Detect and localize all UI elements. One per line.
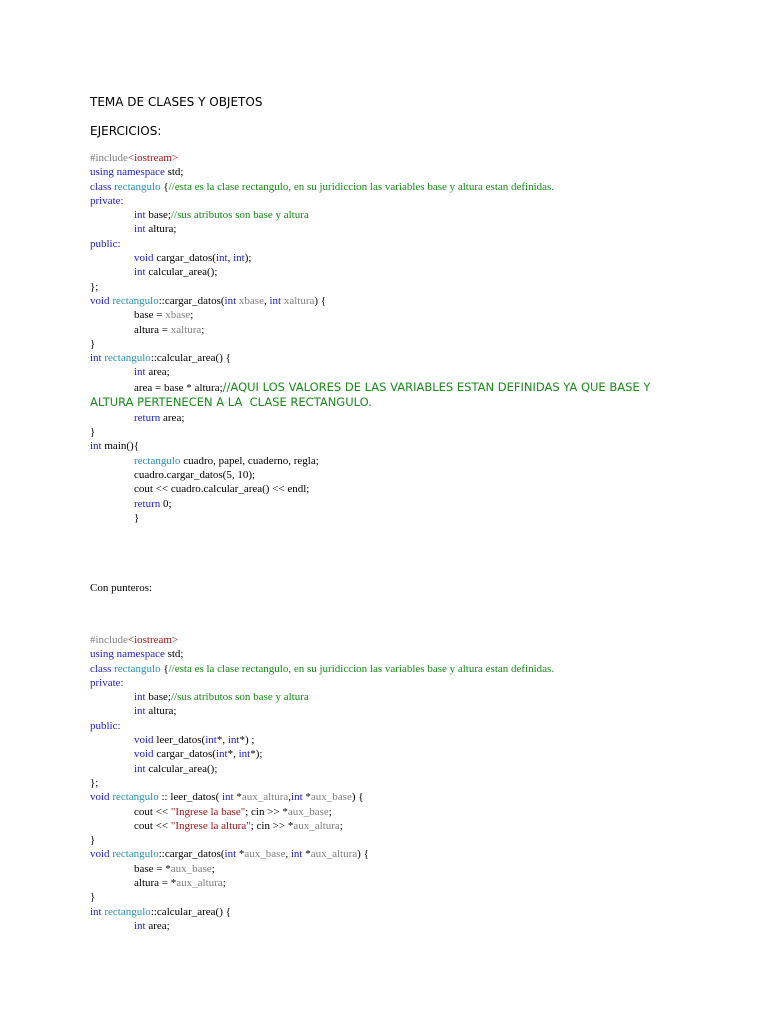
code-line: }: [90, 426, 96, 439]
code-token: altura;: [145, 223, 177, 236]
document-title: TEMA DE CLASES Y OBJETOS: [90, 95, 263, 109]
code-token: int: [90, 440, 102, 453]
code-token: void: [90, 294, 113, 307]
code-token: aux_base: [310, 791, 352, 804]
code-line: cout << cuadro.calcular_area() << endl;: [134, 483, 310, 496]
code-token: area;: [160, 411, 185, 424]
code-token: *: [302, 848, 311, 861]
code-token: class: [90, 662, 115, 675]
code-token: int: [224, 294, 237, 307]
code-token: int: [134, 705, 146, 718]
code-token: *,: [227, 748, 239, 761]
code-line: [90, 497, 690, 511]
code-token: rectangulo: [104, 352, 151, 365]
code-comment: ALTURA PERTENECEN A LA CLASE RECTANGULO.: [90, 395, 372, 410]
code-token: ::calcular_area() {: [150, 905, 231, 918]
code-token: int: [224, 848, 237, 861]
code-token: cout <<: [134, 819, 171, 832]
code-token: int: [227, 734, 240, 747]
code-line: [90, 294, 690, 308]
code-token: int: [269, 294, 282, 307]
code-token: ;: [211, 862, 215, 875]
code-token: *,: [216, 734, 228, 747]
code-line: [90, 351, 690, 365]
pointers-heading: Con punteros:: [90, 582, 153, 594]
code-token: altura =: [134, 323, 171, 336]
code-line: [90, 919, 690, 933]
code-token: ;: [190, 309, 194, 322]
code-token: void: [134, 252, 154, 265]
code-token: int: [134, 762, 146, 775]
code-token: leer_datos(: [153, 734, 206, 747]
code-token: ;: [339, 819, 343, 832]
code-line: [90, 454, 690, 468]
exercises-heading: EJERCICIOS:: [90, 124, 162, 138]
code-token: {: [160, 180, 169, 193]
code-token: int: [238, 748, 251, 761]
code-line: [90, 876, 690, 890]
code-token: 0;: [160, 497, 172, 510]
code-token: ;: [201, 323, 205, 336]
code-token: int: [215, 748, 228, 761]
code-line: [90, 633, 690, 647]
code-token: ; cin >> *: [245, 805, 288, 818]
code-token: rectangulo: [104, 905, 151, 918]
code-token: cout <<: [134, 805, 171, 818]
code-token: altura;: [145, 705, 177, 718]
code-token: int: [134, 266, 146, 279]
code-token: *) ;: [239, 734, 255, 747]
code-token: *: [302, 791, 311, 804]
code-token: int: [215, 252, 228, 265]
code-line: [90, 308, 690, 322]
code-line: [90, 365, 690, 379]
code-token: xaltura: [283, 294, 315, 307]
code-line: [90, 165, 690, 179]
code-token: area;: [145, 366, 170, 379]
code-block-classes: [90, 151, 690, 525]
code-token: void: [90, 848, 113, 861]
code-token: return: [134, 497, 161, 510]
code-line: cuadro.cargar_datos(5, 10);: [134, 468, 256, 481]
code-line: [90, 762, 690, 776]
code-token: int: [205, 734, 217, 747]
code-token: int: [233, 252, 245, 265]
code-line: [90, 847, 690, 861]
code-token: #include: [90, 152, 128, 164]
code-string: "Ingrese la base": [170, 805, 246, 818]
code-line: public:: [90, 237, 121, 250]
code-token: void: [134, 734, 154, 747]
code-token: {: [160, 662, 169, 675]
code-token: aux_altura: [241, 791, 289, 804]
code-token: aux_altura: [310, 848, 358, 861]
code-token: int: [134, 209, 146, 222]
code-line: [90, 208, 690, 222]
code-token: *);: [250, 748, 263, 761]
code-token: base;: [145, 209, 171, 222]
code-token: class: [90, 180, 115, 193]
code-token: ) {: [357, 848, 369, 861]
code-token: ::cargar_datos(: [158, 294, 225, 307]
code-line: [90, 662, 690, 676]
code-token: int: [134, 366, 146, 379]
code-token: base =: [134, 309, 166, 322]
code-token: );: [244, 252, 252, 265]
code-token: int: [291, 791, 303, 804]
code-line: [90, 819, 690, 833]
code-token: int: [90, 352, 105, 365]
code-line: [90, 151, 690, 165]
code-line: [90, 733, 690, 747]
code-line: [90, 222, 690, 236]
code-token: aux_base: [244, 848, 286, 861]
code-token: aux_altura: [293, 819, 340, 832]
code-token: ::calcular_area() {: [150, 352, 231, 365]
code-token: aux_base: [287, 805, 329, 818]
code-line: [90, 439, 690, 453]
code-token: base = *: [134, 862, 171, 875]
code-line: }: [134, 511, 140, 524]
code-token: std;: [164, 648, 184, 661]
code-token: void: [134, 748, 154, 761]
code-token: aux_altura: [176, 877, 223, 890]
code-comment: //sus atributos son base y altura: [170, 691, 309, 704]
code-comment: //sus atributos son base y altura: [170, 209, 309, 222]
code-token: *: [236, 848, 245, 861]
code-token: ,: [288, 791, 292, 804]
code-token: xaltura: [170, 323, 202, 336]
code-line: public:: [90, 719, 121, 732]
code-token: rectangulo: [112, 848, 159, 861]
code-token: int: [134, 691, 146, 704]
code-block-pointers: [90, 633, 690, 933]
code-token: area = base * altura;: [134, 381, 223, 394]
code-string: "Ingrese la altura": [170, 819, 251, 832]
code-token: return: [134, 411, 161, 424]
code-token: rectangulo: [112, 791, 159, 804]
code-token: calcular_area();: [145, 266, 218, 279]
code-line: [90, 323, 690, 337]
code-line: [90, 862, 690, 876]
code-line: private:: [90, 676, 124, 689]
code-token: altura = *: [134, 877, 177, 890]
code-token: int: [290, 848, 303, 861]
code-line: [90, 251, 690, 265]
code-token: ,: [263, 294, 270, 307]
code-token: ;: [222, 877, 226, 890]
code-line: [90, 747, 690, 761]
code-token: area;: [145, 919, 170, 932]
code-token: <iostream>: [127, 152, 179, 164]
code-token: #include: [90, 634, 128, 646]
code-comment: //AQUI LOS VALORES DE LAS VARIABLES ESTAN DEFINIDAS YA QUE BASE Y: [222, 379, 651, 394]
code-token: main(){: [101, 440, 139, 453]
code-line: private:: [90, 194, 124, 207]
code-token: int: [221, 791, 234, 804]
code-token: ) {: [314, 294, 327, 307]
code-token: rectangulo: [114, 662, 161, 675]
code-token: xbase: [238, 294, 264, 307]
code-token: rectangulo: [112, 294, 159, 307]
code-token: ::cargar_datos(: [158, 848, 225, 861]
code-token: ;: [328, 805, 332, 818]
code-token: using namespace: [90, 648, 165, 661]
code-token: cargar_datos(: [153, 748, 216, 761]
code-line: [90, 265, 690, 279]
code-line: [90, 411, 690, 425]
code-line: [90, 805, 690, 819]
code-token: int: [90, 905, 105, 918]
code-line: [90, 180, 690, 194]
code-token: <iostream>: [127, 634, 179, 646]
code-token: cargar_datos(: [153, 252, 216, 265]
code-line: [90, 704, 690, 718]
code-line: }: [90, 891, 96, 904]
code-line: [90, 380, 690, 396]
code-line: };: [90, 280, 99, 293]
code-line: [90, 690, 690, 704]
code-token: int: [134, 919, 146, 932]
code-token: ,: [227, 252, 234, 265]
code-token: ,: [285, 848, 291, 861]
code-line: [90, 790, 690, 804]
code-token: std;: [164, 166, 184, 179]
code-line: [90, 905, 690, 919]
code-token: aux_base: [170, 862, 212, 875]
code-token: rectangulo: [114, 180, 161, 193]
code-comment: //esta es la clase rectangulo, en su juridiccion las variables base y altura estan definidas.: [168, 180, 555, 193]
code-comment: //esta es la clase rectangulo, en su juridiccion las variables base y altura estan definidas.: [168, 662, 555, 675]
code-token: xbase: [165, 309, 191, 322]
code-token: :: leer_datos(: [158, 791, 222, 804]
code-token: calcular_area();: [145, 762, 218, 775]
code-token: void: [90, 791, 113, 804]
code-token: ; cin >> *: [250, 819, 294, 832]
code-token: *: [233, 791, 242, 804]
code-line: };: [90, 776, 99, 789]
code-token: base;: [145, 691, 171, 704]
code-token: cuadro, papel, cuaderno, regla;: [180, 454, 319, 467]
code-token: int: [134, 223, 146, 236]
code-token: using namespace: [90, 166, 165, 179]
code-line: [90, 647, 690, 661]
code-line: }: [90, 834, 96, 847]
code-token: rectangulo: [134, 454, 181, 467]
code-line: }: [90, 337, 96, 350]
code-token: ) {: [351, 791, 364, 804]
